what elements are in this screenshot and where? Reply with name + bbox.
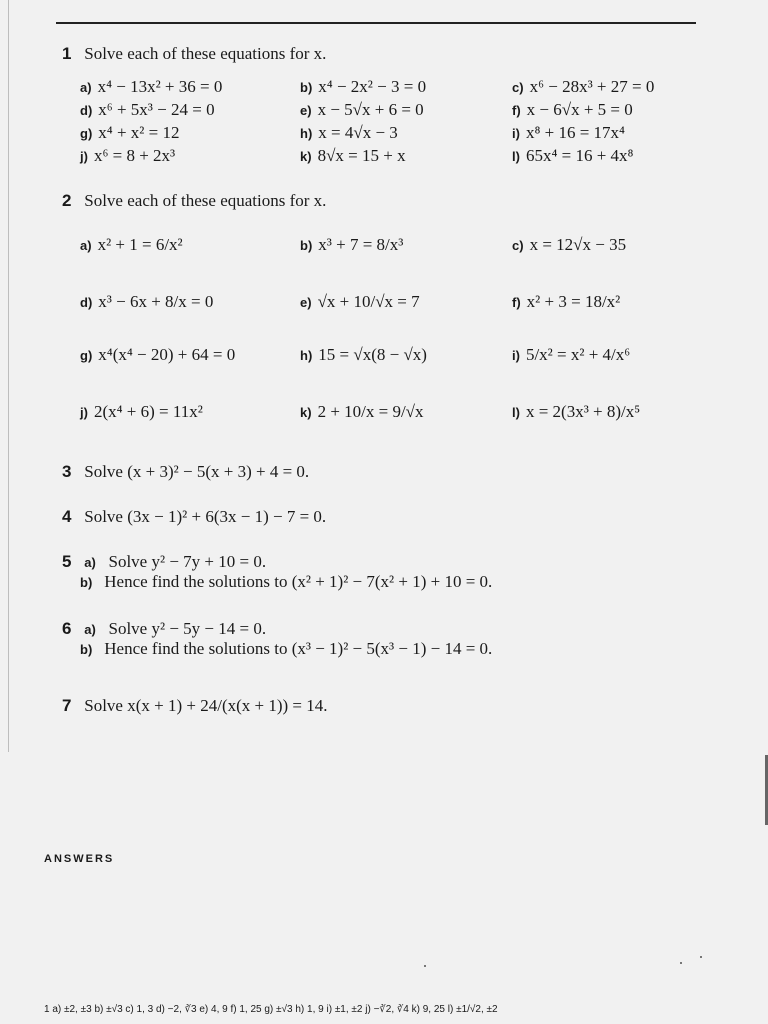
part-expression: x³ − 6x + 8/x = 0 (98, 292, 214, 311)
part-expression: 2(x⁴ + 6) = 11x² (93, 402, 203, 421)
q1-part (80, 123, 179, 143)
left-margin-line (8, 0, 9, 752)
part-expression: √x + 10/√x = 7 (317, 292, 420, 311)
q1-part (300, 146, 406, 166)
question-text: Solve x(x + 1) + 24/(x(x + 1)) = 14. (84, 696, 328, 715)
part-expression: x⁴(x⁴ − 20) + 64 = 0 (98, 345, 236, 364)
subpart-label: a) (84, 555, 96, 570)
part-expression: 15 = √x(8 − √x) (318, 345, 427, 364)
part-label: d) (80, 295, 93, 310)
part-label: h) (300, 126, 313, 141)
part-label: i) (512, 348, 520, 363)
part-expression: x³ + 7 = 8/x³ (318, 235, 404, 254)
part-label: h) (300, 348, 313, 363)
q1-part (300, 123, 398, 143)
question-text: Solve each of these equations for x. (84, 191, 327, 210)
q2-part (300, 345, 427, 365)
question-number: 7 (62, 696, 72, 715)
q2-part (300, 402, 424, 422)
answers-line: 1 a) ±2, ±3 b) ±√3 c) 1, 3 d) −2, ∛3 e) 4, 9 f) 1, 25 g) ±√3 h) 1, 9 i) ±1, ±2 j) −∛2, ∛4 k) 9, 25 l) ±1/√2, ±2 (44, 1004, 498, 1015)
part-label: f) (512, 103, 521, 118)
question-5-part-b (80, 572, 492, 592)
question-number: 4 (62, 507, 72, 526)
part-label: j) (80, 149, 88, 164)
part-expression: x² + 1 = 6/x² (97, 235, 183, 254)
q2-part (80, 402, 203, 422)
q1-part (512, 100, 633, 120)
q2-part (80, 235, 183, 255)
q1-part (300, 77, 426, 97)
q2-part (512, 402, 640, 422)
speck (424, 965, 426, 967)
question-4 (62, 507, 326, 527)
part-label: k) (300, 149, 312, 164)
question-text: Solve each of these equations for x. (84, 44, 327, 63)
part-label: b) (300, 80, 313, 95)
part-label: g) (80, 348, 93, 363)
part-expression: x − 5√x + 6 = 0 (317, 100, 424, 119)
question-text: Solve (3x − 1)² + 6(3x − 1) − 7 = 0. (84, 507, 327, 526)
part-label: l) (512, 405, 520, 420)
part-expression: x = 4√x − 3 (318, 123, 398, 142)
question-6-part-b (80, 639, 492, 659)
subpart-label: a) (84, 622, 96, 637)
part-expression: x⁴ − 2x² − 3 = 0 (318, 77, 427, 96)
q2-part (80, 292, 213, 312)
question-2 (62, 191, 326, 211)
part-expression: x⁶ − 28x³ + 27 = 0 (529, 77, 655, 96)
part-label: i) (512, 126, 520, 141)
part-expression: x = 12√x − 35 (529, 235, 627, 254)
part-expression: x⁸ + 16 = 17x⁴ (525, 123, 625, 142)
q2-part (300, 235, 403, 255)
part-expression: x⁶ + 5x³ − 24 = 0 (98, 100, 215, 119)
part-label: j) (80, 405, 88, 420)
question-7 (62, 696, 328, 716)
part-label: c) (512, 238, 524, 253)
question-number: 5 (62, 552, 72, 571)
part-label: d) (80, 103, 93, 118)
part-label: g) (80, 126, 93, 141)
part-expression: 8√x = 15 + x (317, 146, 406, 165)
part-expression: 5/x² = x² + 4/x⁶ (525, 345, 631, 364)
part-expression: x = 2(3x³ + 8)/x⁵ (525, 402, 641, 421)
part-label: a) (80, 80, 92, 95)
subpart-text: Hence find the solutions to (x³ − 1)² − 5(x³ − 1) − 14 = 0. (104, 639, 493, 658)
top-rule (56, 22, 696, 24)
question-number: 1 (62, 44, 72, 63)
subpart-text: Solve y² − 7y + 10 = 0. (108, 552, 267, 571)
q2-part (512, 345, 630, 365)
speck (680, 962, 682, 964)
q1-part (512, 123, 625, 143)
q1-part (80, 77, 222, 97)
question-text: Solve (x + 3)² − 5(x + 3) + 4 = 0. (84, 462, 310, 481)
question-number: 3 (62, 462, 72, 481)
part-expression: x² + 3 = 18/x² (526, 292, 621, 311)
q2-part (512, 292, 620, 312)
part-expression: x⁴ − 13x² + 36 = 0 (97, 77, 223, 96)
q1-part (300, 100, 424, 120)
part-label: k) (300, 405, 312, 420)
part-label: l) (512, 149, 520, 164)
question-3 (62, 462, 309, 482)
q2-part (300, 292, 420, 312)
answers-heading: ANSWERS (44, 853, 115, 865)
part-expression: 2 + 10/x = 9/√x (317, 402, 424, 421)
part-expression: x⁴ + x² = 12 (98, 123, 180, 142)
q2-part (512, 235, 626, 255)
part-label: c) (512, 80, 524, 95)
question-number: 6 (62, 619, 72, 638)
subpart-label: b) (80, 575, 93, 590)
question-1 (62, 44, 326, 64)
part-expression: x⁶ = 8 + 2x³ (93, 146, 176, 165)
part-label: a) (80, 238, 92, 253)
q1-part (80, 146, 175, 166)
q1-part (512, 77, 654, 97)
part-expression: 65x⁴ = 16 + 4x⁸ (525, 146, 634, 165)
subpart-text: Solve y² − 5y − 14 = 0. (108, 619, 267, 638)
part-label: e) (300, 295, 312, 310)
question-number: 2 (62, 191, 72, 210)
part-expression: x − 6√x + 5 = 0 (526, 100, 633, 119)
q1-part (80, 100, 215, 120)
part-label: e) (300, 103, 312, 118)
part-label: f) (512, 295, 521, 310)
subpart-text: Hence find the solutions to (x² + 1)² − 7(x² + 1) + 10 = 0. (104, 572, 493, 591)
q1-part (512, 146, 633, 166)
question-5 (62, 552, 266, 573)
question-6 (62, 619, 266, 640)
speck (700, 956, 702, 958)
subpart-label: b) (80, 642, 93, 657)
part-label: b) (300, 238, 313, 253)
q2-part (80, 345, 235, 365)
